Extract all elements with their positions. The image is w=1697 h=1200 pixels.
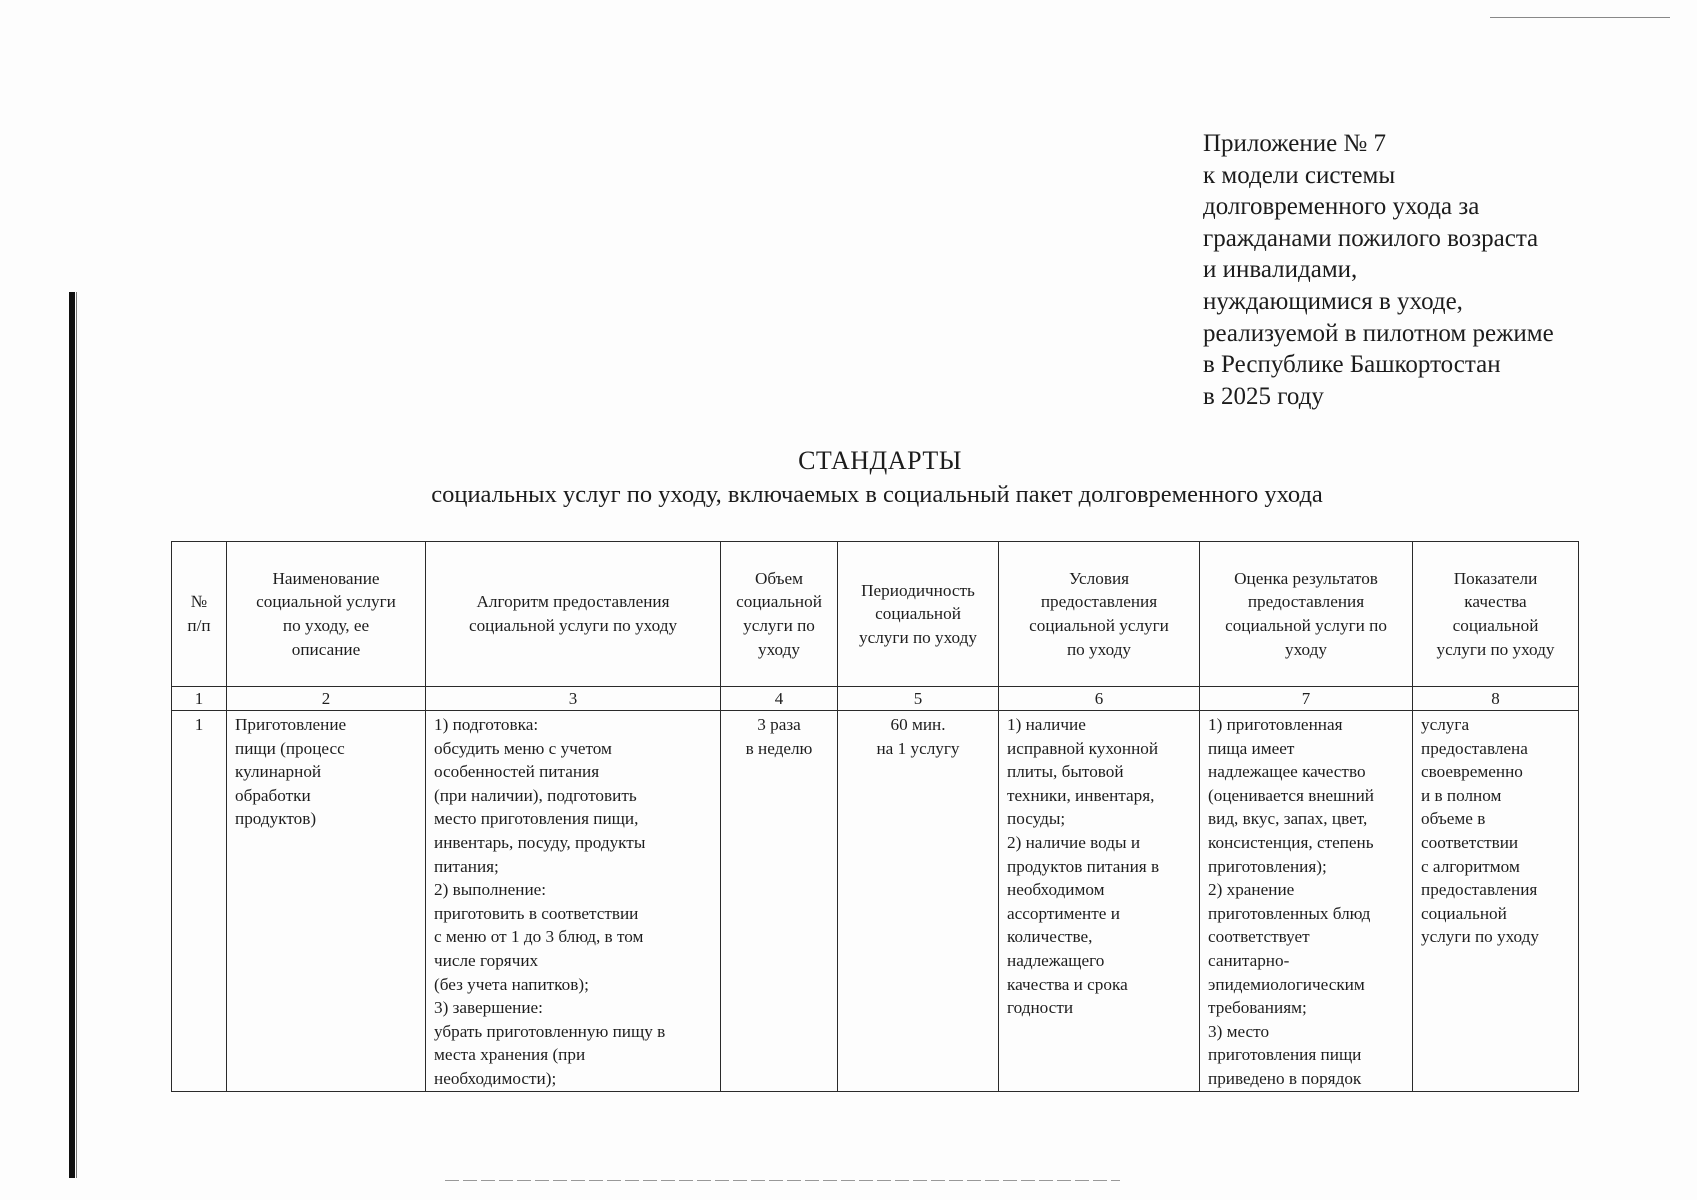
row-number: 1 bbox=[172, 711, 227, 1092]
column-number: 7 bbox=[1200, 687, 1413, 711]
appendix-line: нуждающимися в уходе, bbox=[1203, 287, 1463, 315]
appendix-line: и инвалидами, bbox=[1203, 256, 1358, 284]
scan-top-line bbox=[1490, 17, 1670, 18]
header-evaluation: Оценка результатов предоставления социальной услуги по уходу bbox=[1200, 542, 1413, 687]
evaluation-cell: 1) приготовленная пища имеет надлежащее качество (оценивается внешний вид, вкус, запах, цвет, консистенция, степень приготовления); 2) хранение приготовленных блюд соответствует санитарно- эпидемиологическим требованиям; 3) место приготовления пищи приведено в порядок bbox=[1200, 711, 1413, 1092]
periodicity-cell: 60 мин. на 1 услугу bbox=[838, 711, 999, 1092]
appendix-line: реализуемой в пилотном режиме bbox=[1203, 319, 1554, 347]
header-conditions: Условия предоставления социальной услуги по уходу bbox=[999, 542, 1200, 687]
column-number: 5 bbox=[838, 687, 999, 711]
header-algorithm: Алгоритм предоставления социальной услуги по уходу bbox=[426, 542, 721, 687]
column-number: 8 bbox=[1413, 687, 1579, 711]
column-number: 4 bbox=[721, 687, 838, 711]
appendix-note bbox=[1203, 128, 1623, 412]
conditions-cell: 1) наличие исправной кухонной плиты, бытовой техники, инвентаря, посуды; 2) наличие воды и продуктов питания в необходимом ассортименте и количестве, надлежащего качества и срока годности bbox=[999, 711, 1200, 1092]
appendix-line: Приложение № 7 bbox=[1203, 130, 1387, 157]
service-name-cell: Приготовление пищи (процесс кулинарной обработки продуктов) bbox=[227, 711, 426, 1092]
header-quality: Показатели качества социальной услуги по уходу bbox=[1413, 542, 1579, 687]
scan-edge-line bbox=[76, 292, 77, 1178]
header-number: № п/п bbox=[172, 542, 227, 687]
table-row bbox=[172, 711, 1579, 1092]
algorithm-cell: 1) подготовка: обсудить меню с учетом особенностей питания (при наличии), подготовить место приготовления пищи, инвентарь, посуду, продукты питания; 2) выполнение: приготовить в соответствии с меню от 1 до 3 блюд, в том числе горячих (без учета напитков); 3) завершение: убрать приготовленную пищу в места хранения (при необходимости); bbox=[426, 711, 721, 1092]
appendix-line: в Республике Башкортостан bbox=[1203, 351, 1501, 379]
appendix-line: к модели системы bbox=[1203, 161, 1396, 189]
header-volume: Объем социальной услуги по уходу bbox=[721, 542, 838, 687]
document-title: СТАНДАРТЫ bbox=[798, 446, 962, 475]
column-number: 1 bbox=[172, 687, 227, 711]
appendix-line: гражданами пожилого возраста bbox=[1203, 224, 1539, 252]
header-periodicity: Периодичность социальной услуги по уходу bbox=[838, 542, 999, 687]
column-number: 2 bbox=[227, 687, 426, 711]
header-row bbox=[172, 542, 1579, 687]
column-number: 6 bbox=[999, 687, 1200, 711]
scan-bottom-line bbox=[445, 1180, 1120, 1181]
appendix-line: в 2025 году bbox=[1203, 382, 1324, 410]
appendix-line: долговременного ухода за bbox=[1203, 193, 1480, 221]
standards-table bbox=[171, 541, 1579, 1092]
header-service-name: Наименование социальной услуги по уходу, ее описание bbox=[227, 542, 426, 687]
volume-cell: 3 раза в неделю bbox=[721, 711, 838, 1092]
quality-cell: услуга предоставлена своевременно и в полном объеме в соответствии с алгоритмом предоставления социальной услуги по уходу bbox=[1413, 711, 1579, 1092]
document-subtitle: социальных услуг по уходу, включаемых в социальный пакет долговременного ухода bbox=[431, 481, 1323, 508]
column-number: 3 bbox=[426, 687, 721, 711]
scan-edge-mark bbox=[69, 292, 75, 1178]
column-number-row bbox=[172, 687, 1579, 711]
